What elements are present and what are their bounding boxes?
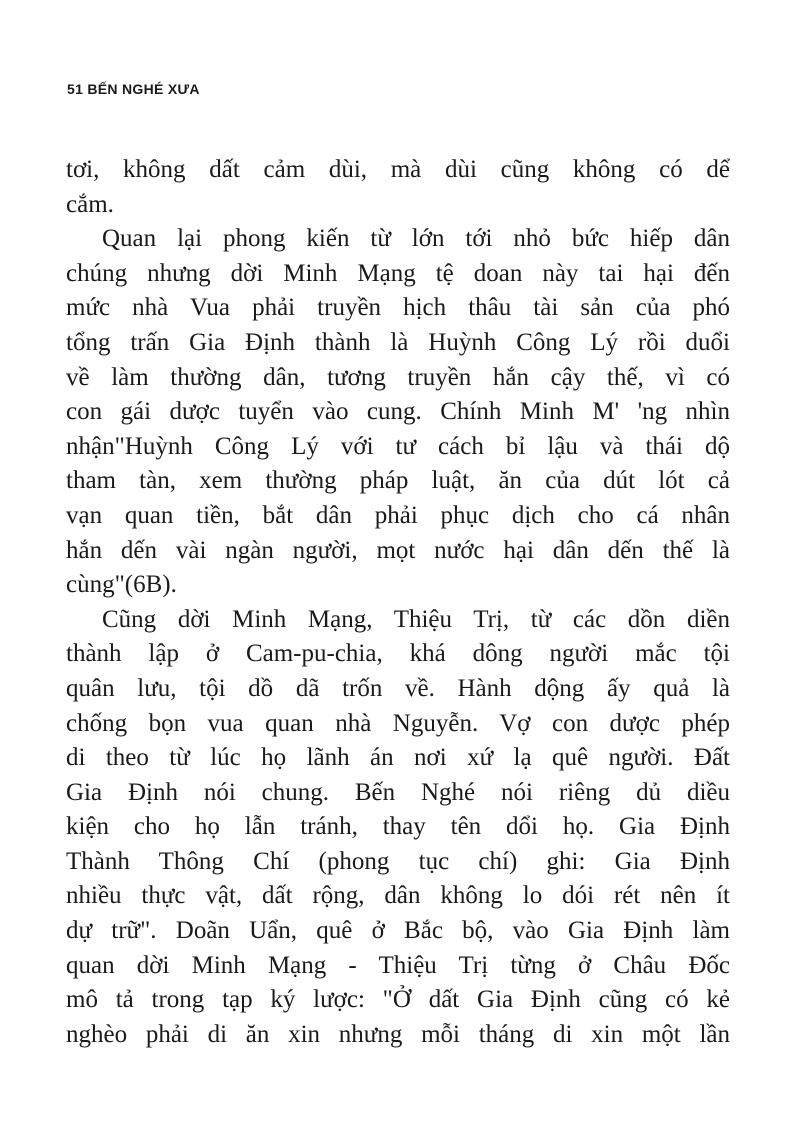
text-line: tơi, không dất cảm dùi, mà dùi cũng không có dể <box>66 156 730 183</box>
text-line: dự trữ". Doãn Uẩn, quê ở Bắc bộ, vào Gia Định làm <box>66 917 730 945</box>
text-line: tham tàn, xem thường pháp luật, ăn của dút lót cả <box>66 467 730 495</box>
body-text <box>66 153 730 1052</box>
text-line: kiện cho họ lẫn tránh, thay tên dổi họ. Gia Định <box>66 813 730 841</box>
text-line: quan dời Minh Mạng - Thiệu Trị từng ở Châu Đốc <box>66 951 730 979</box>
text-line: chúng nhưng dời Minh Mạng tệ doan này tai hại đến <box>66 259 730 287</box>
text-line: Gia Định nói chung. Bến Nghé nói riêng dủ diều <box>66 778 730 806</box>
text-line: về làm thường dân, tương truyền hắn cậy thế, vì có <box>66 363 730 391</box>
text-line: tổng trấn Gia Định thành là Huỳnh Công Lý rồi duổi <box>66 328 730 356</box>
text-line: thành lập ở Cam-pu-chia, khá dông người mắc tội <box>66 640 730 668</box>
text-line: con gái dược tuyển vào cung. Chính Minh M' 'ng nhìn <box>66 398 730 426</box>
text-line: nghèo phải di ăn xin nhưng mỗi tháng di xin một lần <box>66 1020 730 1048</box>
text-line: vạn quan tiền, bắt dân phải phục dịch cho cá nhân <box>66 501 730 529</box>
running-header: 51 BẾN NGHÉ XƯA <box>67 81 200 97</box>
text-line: cắm. <box>66 190 114 218</box>
text-line: cùng"(6B). <box>66 571 177 599</box>
text-line: nhận"Huỳnh Công Lý với tư cách bỉ lậu và thái dộ <box>66 432 730 460</box>
text-line: di theo từ lúc họ lãnh án nơi xứ lạ quê người. Đất <box>66 744 730 772</box>
paragraph-start-line: Quan lại phong kiến từ lớn tới nhỏ bức hiếp dân <box>102 225 730 253</box>
text-line: quân lưu, tội dồ dã trốn về. Hành dộng ấy quả là <box>66 674 730 702</box>
text-line: chống bọn vua quan nhà Nguyễn. Vợ con dược phép <box>66 709 730 737</box>
text-line: Thành Thông Chí (phong tục chí) ghi: Gia Định <box>66 847 730 875</box>
text-line: mô tả trong tạp ký lược: "Ở dất Gia Định cũng có kẻ <box>66 986 730 1014</box>
text-line: mức nhà Vua phải truyền hịch thâu tài sản của phó <box>66 294 730 322</box>
text-line: hắn dến vài ngàn người, mọt nước hại dân dến thế là <box>66 536 730 564</box>
text-line: nhiều thực vật, dất rộng, dân không lo dói rét nên ít <box>66 882 730 910</box>
paragraph-start-line: Cũng dời Minh Mạng, Thiệu Trị, từ các dồn diền <box>102 605 730 633</box>
